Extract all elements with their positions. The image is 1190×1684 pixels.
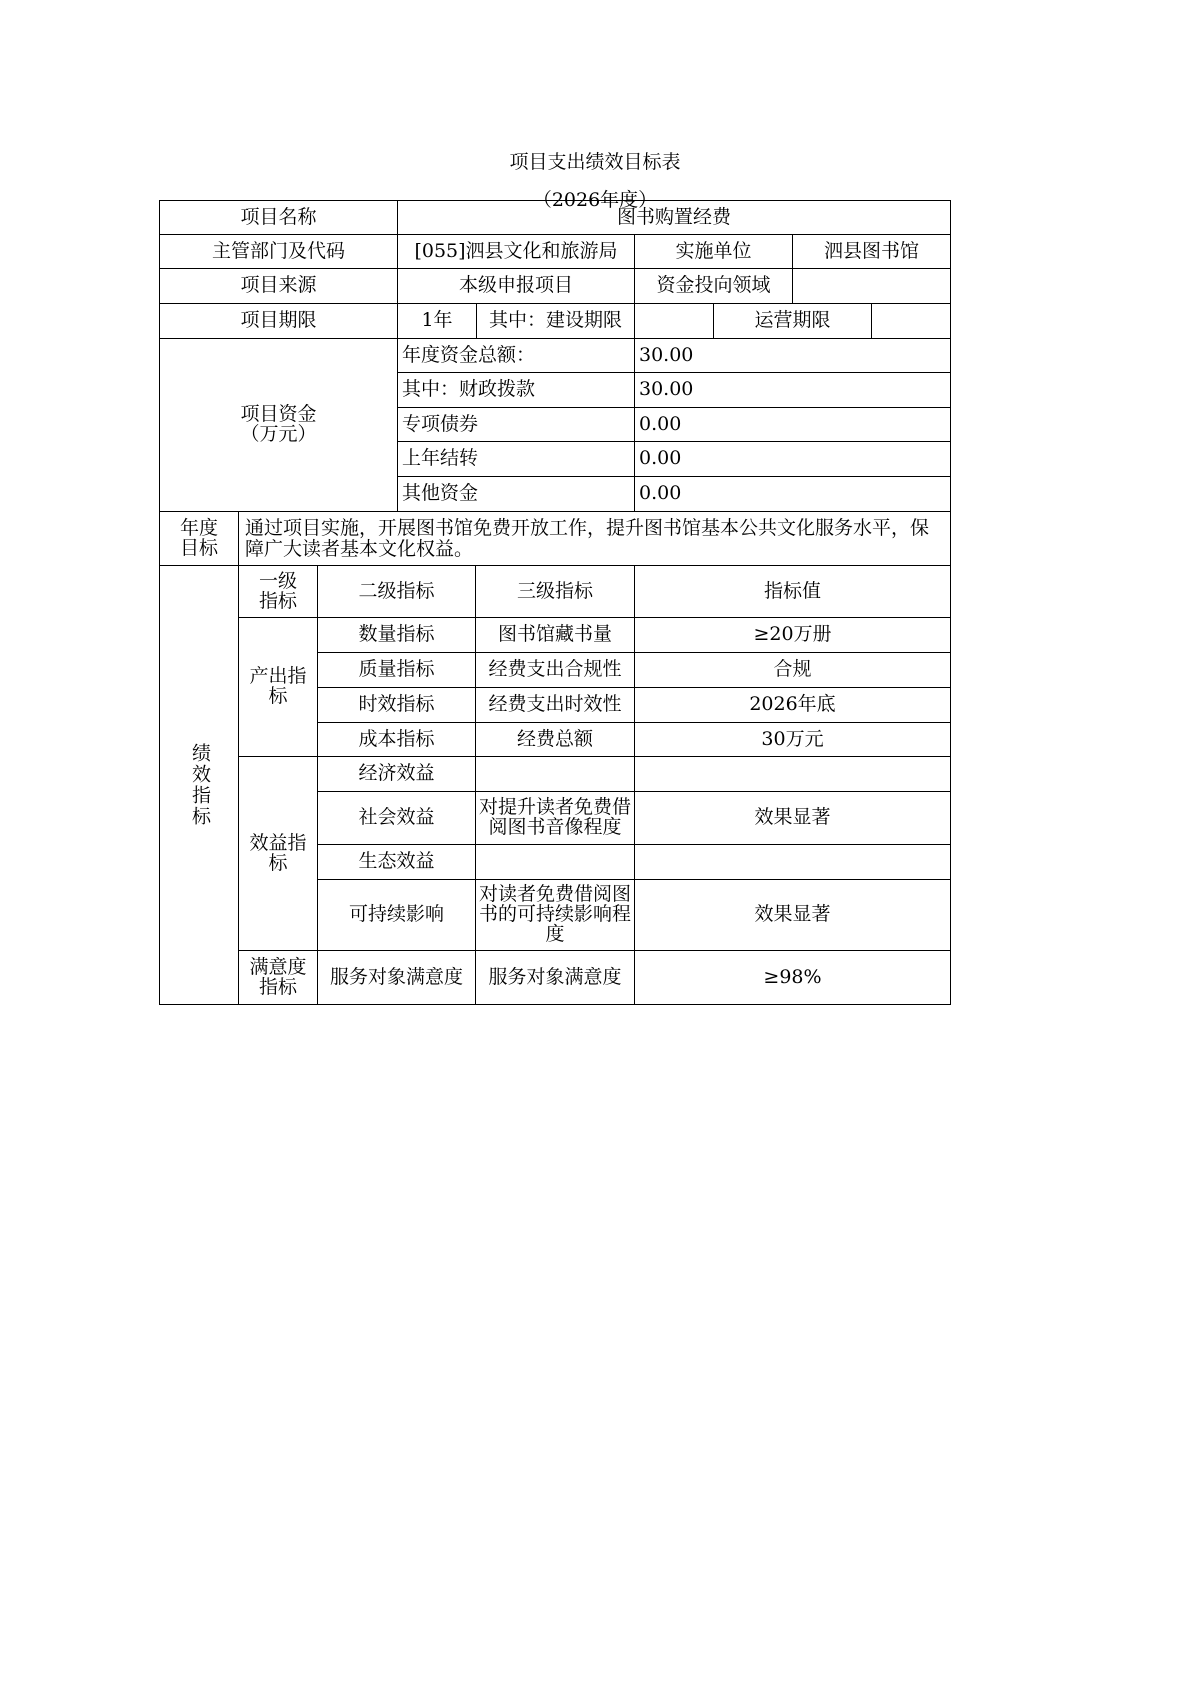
funds-carryover-label: 上年结转 [397,441,635,477]
dept-value: [055]泗县文化和旅游局 [397,234,635,269]
fund-field-value [792,268,951,304]
satisfaction-indicator-label: 满意度 指标 [238,950,318,1005]
funds-fiscal-label: 其中：财政拨款 [397,372,635,408]
row-l3: 对提升读者免费借 阅图书音像程度 [475,791,635,845]
funds-label: 项目资金 （万元） [159,338,398,512]
row-l3: 经费总额 [475,722,635,757]
row-l2: 数量指标 [317,617,476,653]
row-l2: 经济效益 [317,756,476,792]
funds-carryover-value: 0.00 [634,441,951,477]
build-period-value [634,303,714,339]
impl-unit-value: 泗县图书馆 [792,234,951,269]
row-l3: 经费支出合规性 [475,652,635,688]
header-level1: 一级 指标 [238,565,318,618]
benefit-indicator-label: 效益指 标 [238,756,318,951]
row-l2: 可持续影响 [317,879,476,951]
row-value: 效果显著 [634,879,951,951]
row-l3: 服务对象满意度 [475,950,635,1005]
funds-total-label: 年度资金总额： [397,338,635,373]
output-indicator-label: 产出指 标 [238,617,318,757]
row-l3: 图书馆藏书量 [475,617,635,653]
row-l3: 对读者免费借阅图 书的可持续影响程 度 [475,879,635,951]
row-value: ≥98% [634,950,951,1005]
annual-goal-text: 通过项目实施，开展图书馆免费开放工作，提升图书馆基本公共文化服务水平，保障广大读者基本文化权益。 [238,511,951,566]
impl-unit-label: 实施单位 [634,234,793,269]
row-value: 2026年底 [634,687,951,723]
funds-bond-value: 0.00 [634,407,951,442]
perf-label: 绩效指标 [159,565,239,1005]
row-l2: 时效指标 [317,687,476,723]
funds-other-label: 其他资金 [397,476,635,512]
source-value: 本级申报项目 [397,268,635,304]
row-value: 合规 [634,652,951,688]
project-name-label: 项目名称 [159,200,398,235]
header-level3: 三级指标 [475,565,635,618]
row-l3 [475,756,635,792]
build-period-label: 其中：建设期限 [476,303,635,339]
period-value: 1年 [397,303,477,339]
oper-period-value [871,303,951,339]
funds-bond-label: 专项债券 [397,407,635,442]
row-l3 [475,844,635,880]
header-level2: 二级指标 [317,565,476,618]
funds-total-value: 30.00 [634,338,951,373]
funds-fiscal-value: 30.00 [634,372,951,408]
annual-goal-label: 年度 目标 [159,511,239,566]
project-name-value: 图书购置经费 [397,200,951,235]
row-l2: 生态效益 [317,844,476,880]
row-l2: 社会效益 [317,791,476,845]
source-label: 项目来源 [159,268,398,304]
dept-label: 主管部门及代码 [159,234,398,269]
fund-field-label: 资金投向领域 [634,268,793,304]
year-subtitle: （2026年度） [532,189,658,211]
page-title: 项目支出绩效目标表 [509,151,681,173]
row-l2: 质量指标 [317,652,476,688]
row-value: 效果显著 [634,791,951,845]
period-label: 项目期限 [159,303,398,339]
row-value [634,756,951,792]
header-value: 指标值 [634,565,951,618]
row-l3: 经费支出时效性 [475,687,635,723]
row-value [634,844,951,880]
funds-other-value: 0.00 [634,476,951,512]
row-value: ≥20万册 [634,617,951,653]
row-value: 30万元 [634,722,951,757]
oper-period-label: 运营期限 [713,303,872,339]
row-l2: 成本指标 [317,722,476,757]
row-l2: 服务对象满意度 [317,950,476,1005]
